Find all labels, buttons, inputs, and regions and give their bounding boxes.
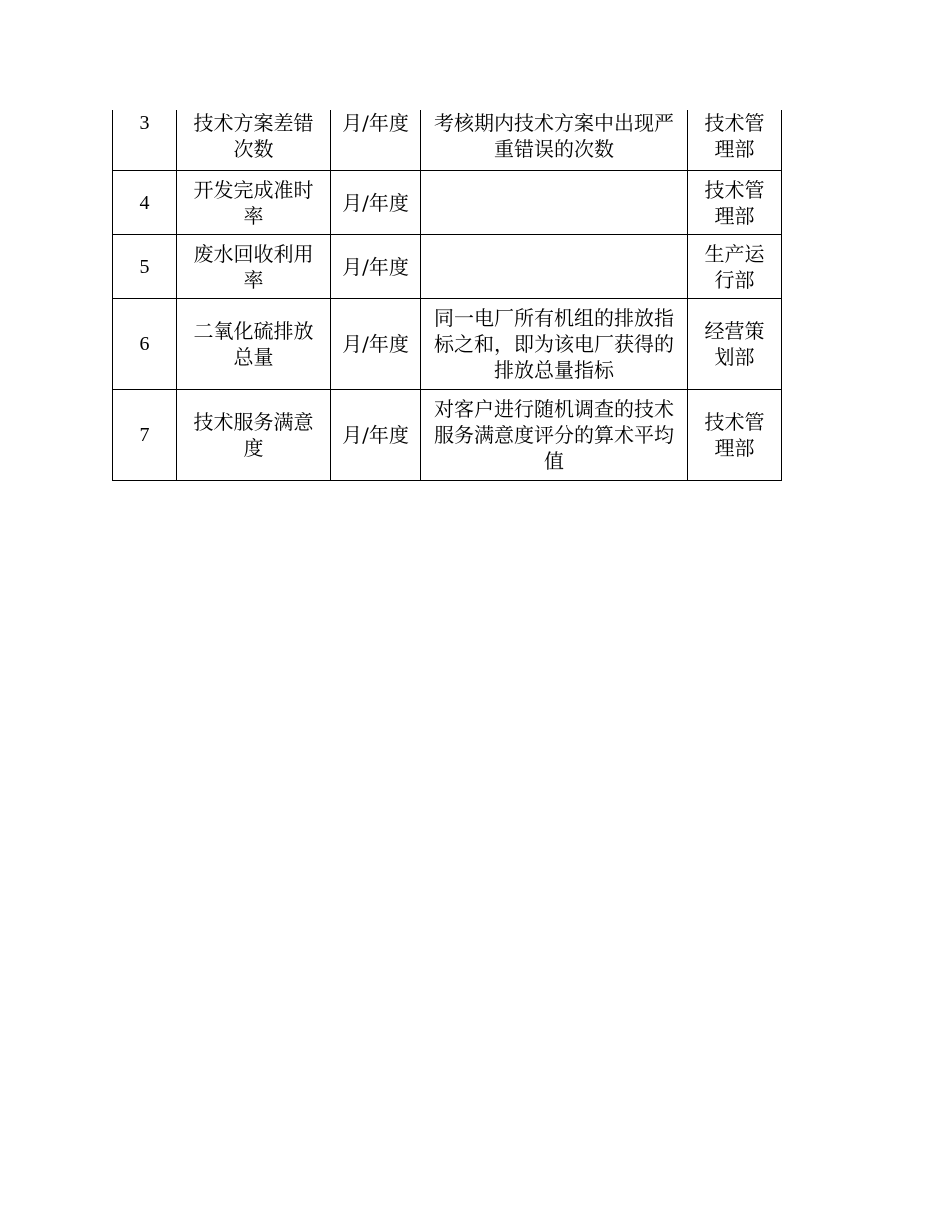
table-row [113, 235, 782, 299]
indicator-name: 废水回收利用率 [177, 235, 331, 299]
responsible-department: 生产运行部 [688, 235, 782, 299]
indicator-definition: 同一电厂所有机组的排放指标之和，即为该电厂获得的排放总量指标 [421, 299, 688, 390]
assessment-cycle: 月/年度 [331, 235, 421, 299]
responsible-department: 技术管理部 [688, 390, 782, 481]
row-number: 6 [113, 299, 177, 390]
indicator-name: 开发完成准时率 [177, 171, 331, 235]
assessment-cycle: 月/年度 [331, 299, 421, 390]
row-number: 3 [113, 110, 177, 171]
indicator-definition: 考核期内技术方案中出现严重错误的次数 [421, 110, 688, 171]
responsible-department: 技术管理部 [688, 110, 782, 171]
indicator-definition [421, 171, 688, 235]
indicator-name: 技术服务满意度 [177, 390, 331, 481]
indicator-name: 技术方案差错次数 [177, 110, 331, 171]
table-row [113, 390, 782, 481]
table-row [113, 299, 782, 390]
responsible-department: 经营策划部 [688, 299, 782, 390]
assessment-cycle: 月/年度 [331, 390, 421, 481]
indicator-name: 二氧化硫排放总量 [177, 299, 331, 390]
table-row [113, 110, 782, 171]
kpi-table [112, 110, 782, 481]
responsible-department: 技术管理部 [688, 171, 782, 235]
assessment-cycle: 月/年度 [331, 110, 421, 171]
row-number: 4 [113, 171, 177, 235]
row-number: 7 [113, 390, 177, 481]
indicator-definition: 对客户进行随机调查的技术服务满意度评分的算术平均值 [421, 390, 688, 481]
indicator-definition [421, 235, 688, 299]
table-row [113, 171, 782, 235]
assessment-cycle: 月/年度 [331, 171, 421, 235]
row-number: 5 [113, 235, 177, 299]
